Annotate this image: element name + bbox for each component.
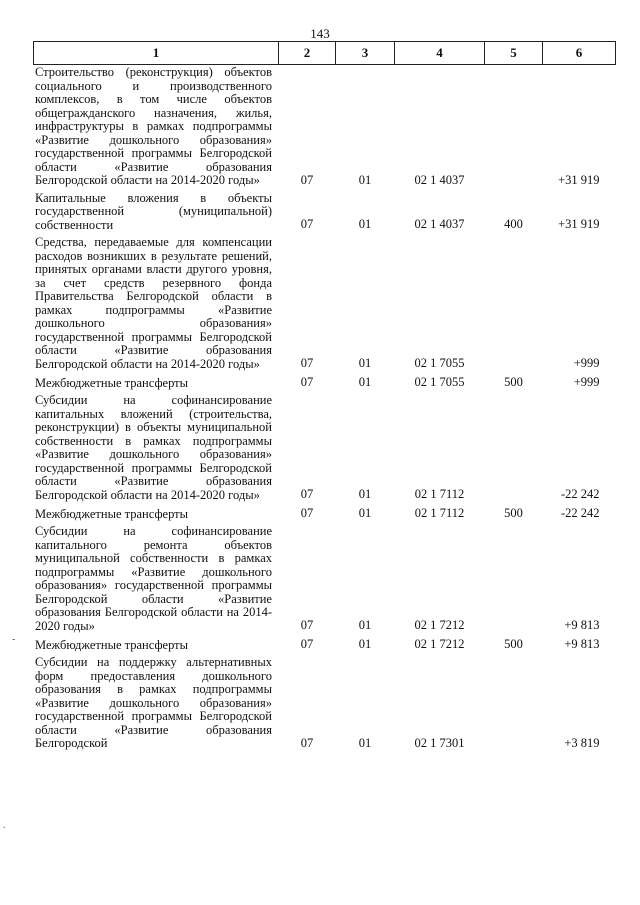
row-target-cell: 02 1 7301 <box>414 735 465 750</box>
row-name-cell: Субсидии на поддержку альтернативных форм предоставления дошкольного образования в рамках подпрограммы «Развитие дошкольного образования» государственной программы Белгородской области «Развитие образования Белгородской <box>35 655 272 750</box>
row-amount-cell: +999 <box>573 375 600 389</box>
row-section-cell: 07 <box>300 735 314 750</box>
margin-mark: - <box>12 634 16 645</box>
row-expense-type-cell: 400 <box>504 217 523 231</box>
margin-mark: . <box>3 820 6 831</box>
row-name-cell: Межбюджетные трансферты <box>35 637 189 652</box>
row-section-cell: 07 <box>300 356 314 370</box>
budget-table <box>33 41 616 754</box>
row-amount-cell: +31 919 <box>558 172 600 187</box>
table-row <box>34 393 616 505</box>
row-section-cell: 07 <box>300 506 314 520</box>
row-expense-type-cell <box>485 393 543 505</box>
table-row <box>34 235 616 374</box>
row-subsection-cell: 01 <box>358 356 372 370</box>
row-name-cell: Субсидии на софинансирование капитального ремонта объектов муниципальной собственности в рамках подпрограммы «Развитие дошкольного образования» государственной программы Белгородской области «Развитие образования Белгородской области на 2014-2020 годы» <box>35 524 272 633</box>
row-subsection-cell: 01 <box>358 172 372 187</box>
row-target-cell: 02 1 7055 <box>414 375 465 389</box>
row-name-cell: Строительство (реконструкция) объектов социального и производственного комплексов, в том числе объектов общегражданского назначения, жилья, инфраструктуры в рамках подпрограммы «Развитие дошкольного образования» государственной программы Белгородской области «Развитие образования Белгородской области на 2014-2020 годы» <box>35 65 272 187</box>
row-name-cell: Межбюджетные трансферты <box>35 506 189 521</box>
row-subsection-cell: 01 <box>358 506 372 520</box>
row-expense-type-cell <box>485 655 543 754</box>
row-name-cell: Субсидии на софинансирование капитальных вложений (строительства, реконструкции) в объекты муниципальной собственности в рамках подпрограммы «Развитие дошкольного образования» государственной программы Белгородской области «Развитие образования Белгородской области на 2014-2020 годы» <box>35 393 272 502</box>
table-row <box>34 65 616 191</box>
column-header-section: 2 <box>279 42 336 65</box>
column-header-amount: 6 <box>543 42 616 65</box>
row-expense-type-cell <box>485 235 543 374</box>
row-amount-cell: +31 919 <box>558 217 600 231</box>
row-amount-cell: -22 242 <box>560 487 600 501</box>
row-name-cell: Капитальные вложения в объекты государственной (муниципальной) собственности <box>35 190 272 232</box>
table-row <box>34 374 616 393</box>
table-row <box>34 655 616 754</box>
table-header-row <box>34 42 616 65</box>
row-expense-type-cell: 500 <box>504 375 523 389</box>
row-subsection-cell: 01 <box>358 735 372 750</box>
page-number: 143 <box>310 26 330 41</box>
row-amount-cell: +999 <box>573 356 600 370</box>
row-target-cell: 02 1 4037 <box>414 172 465 187</box>
row-expense-type-cell: 500 <box>504 506 523 520</box>
row-amount-cell: +9 813 <box>564 637 600 651</box>
row-subsection-cell: 01 <box>358 637 372 651</box>
row-subsection-cell: 01 <box>358 487 372 501</box>
table-row <box>34 524 616 636</box>
row-section-cell: 07 <box>300 217 314 231</box>
row-section-cell: 07 <box>300 637 314 651</box>
row-target-cell: 02 1 7212 <box>414 618 465 632</box>
row-target-cell: 02 1 7212 <box>414 637 465 651</box>
row-section-cell: 07 <box>300 172 314 187</box>
row-name-cell: Средства, передаваемые для компенсации расходов возникших в результате решений, принятых органами власти другого уровня, за счет средств резервного фонда Правительства Белгородской области в рамках подпрограммы «Развитие дошкольного образования» государственной программы Белгородской области «Развитие образования Белгородской области на 2014-2020 годы» <box>35 235 272 371</box>
column-header-expense-type: 5 <box>485 42 543 65</box>
row-target-cell: 02 1 7055 <box>414 356 465 370</box>
row-subsection-cell: 01 <box>358 217 372 231</box>
row-subsection-cell: 01 <box>358 375 372 389</box>
row-target-cell: 02 1 7112 <box>414 506 465 520</box>
row-amount-cell: -22 242 <box>560 506 600 520</box>
row-expense-type-cell <box>485 65 543 191</box>
column-header-target: 4 <box>395 42 485 65</box>
table-row <box>34 191 616 236</box>
table-row <box>34 505 616 524</box>
column-header-subsection: 3 <box>336 42 395 65</box>
row-target-cell: 02 1 4037 <box>414 217 465 231</box>
row-expense-type-cell <box>485 524 543 636</box>
row-target-cell: 02 1 7112 <box>414 487 465 501</box>
row-amount-cell: +3 819 <box>564 735 600 750</box>
row-amount-cell: +9 813 <box>564 618 600 632</box>
column-header-name: 1 <box>34 42 279 65</box>
row-section-cell: 07 <box>300 487 314 501</box>
row-subsection-cell: 01 <box>358 618 372 632</box>
row-name-cell: Межбюджетные трансферты <box>35 375 189 390</box>
row-section-cell: 07 <box>300 618 314 632</box>
row-section-cell: 07 <box>300 375 314 389</box>
row-expense-type-cell: 500 <box>504 637 523 651</box>
table-row <box>34 636 616 655</box>
